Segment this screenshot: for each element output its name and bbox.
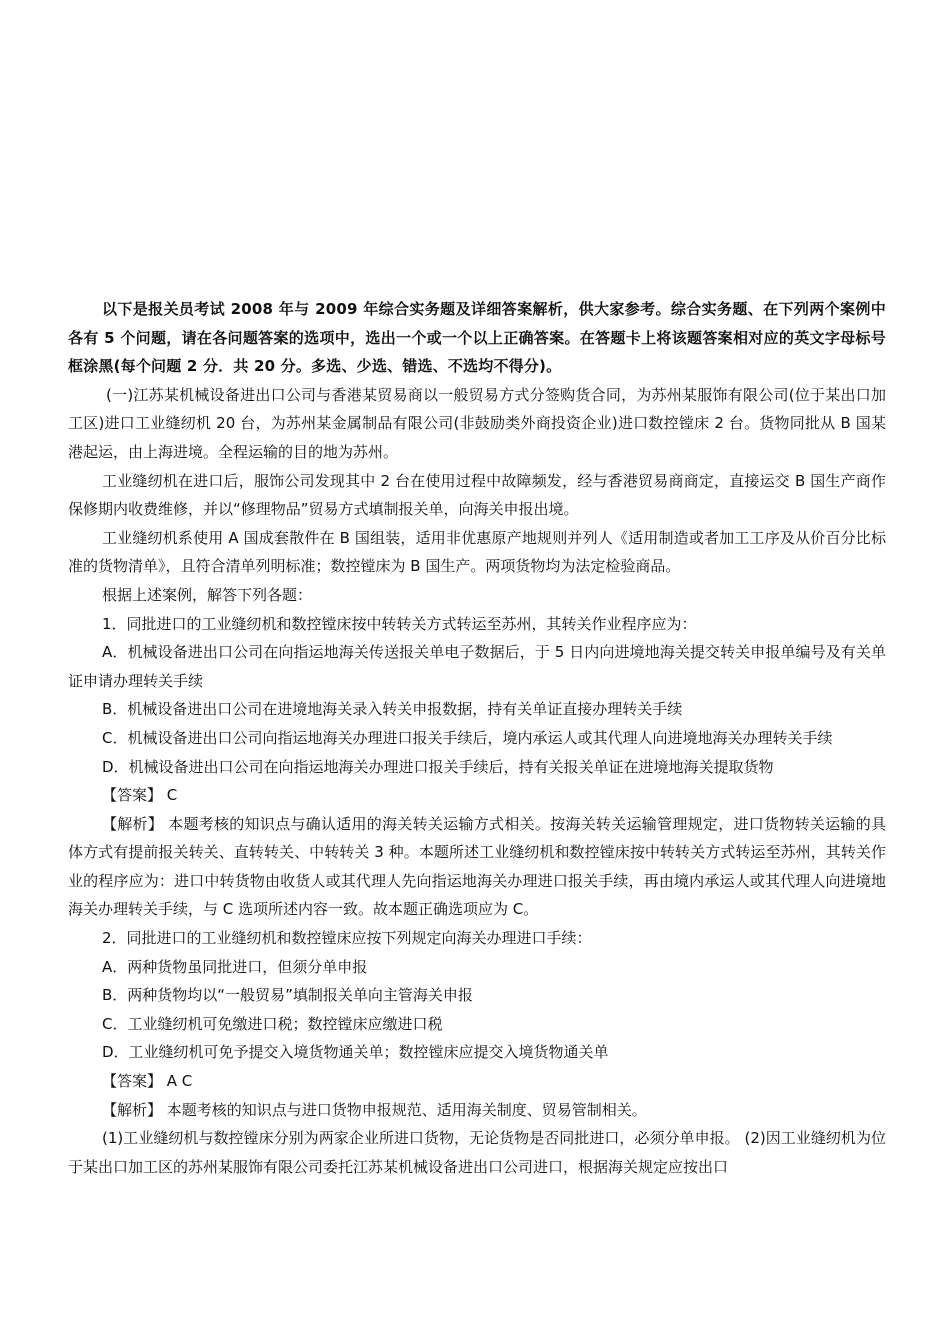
q2-analysis: 【解析】 本题考核的知识点与进口货物申报规范、适用海关制度、贸易管制相关。 [102,1100,647,1119]
q2-option-b: B．两种货物均以“一般贸易”填制报关单向主管海关申报 [102,986,473,1005]
document-body [68,295,886,1181]
q1-option-d: D．机械设备进出口公司在向指运地海关办理进口报关手续后，持有关报关单证在进境地海关提取货物 [102,757,774,776]
case-paragraph-4: 根据上述案例，解答下列各题： [102,585,313,604]
q1-option-c: C．机械设备进出口公司向指运地海关办理进口报关手续后，境内承运人或其代理人向进境地海关办理转关手续 [102,728,833,747]
q1-option-a: A．机械设备进出口公司在向指运地海关传送报关单电子数据后，于 5 日内向进境地海关提交转关申报单编号及有关单证申请办理转关手续 [68,643,886,690]
question-1: 1．同批进口的工业缝纫机和数控镗床按中转转关方式转运至苏州，其转关作业程序应为： [102,614,697,633]
q2-option-c: C．工业缝纫机可免缴进口税；数控镗床应缴进口税 [102,1014,443,1033]
q2-answer: 【答案】 A C [102,1072,193,1091]
q1-analysis: 【解析】 本题考核的知识点与确认适用的海关转关运输方式相关。按海关转关运输管理规定，进口货物转关运输的具体方式有提前报关转关、直转转关、中转转关 3 种。本题所述工业缝纫机和数控镗床按中转转关方式转运至苏州，其转关作业的程序应为：进口中转货物由收货人或其代理人先向指运地海关办理进口报关手续，再由境内承运人或其代理人向进境地海关办理转关手续，与 C 选项所述内容一致。故本题正确选项应为 C。 [68,814,886,919]
q1-option-b: B．机械设备进出口公司在进境地海关录入转关申报数据，持有关单证直接办理转关手续 [102,700,683,719]
q2-option-a: A．两种货物虽同批进口，但须分单申报 [102,957,368,976]
case-paragraph-3: 工业缝纫机系使用 A 国成套散件在 B 国组装，适用非优惠原产地规则并列人《适用制造或者加工工序及从价百分比标准的货物清单》，且符合清单列明标准；数控镗床为 B 国生产。两项货物均为法定检验商品。 [68,528,886,576]
q1-answer: 【答案】 C [102,786,178,805]
intro-paragraph: 以下是报关员考试 2008 年与 2009 年综合实务题及详细答案解析，供大家参考。综合实务题、在下列两个案例中各有 5 个问题，请在各问题答案的选项中，选出一个或一个以上正确答案。在答题卡上将该题答案相对应的英文字母标号框涂黑(每个问题 2 分．共 20 分。多选、少选、错选、不选均不得分)。 [68,300,886,376]
q2-analysis-paragraph: (1)工业缝纫机与数控镗床分别为两家企业所进口货物，无论货物是否同批进口，必须分单申报。 (2)因工业缝纫机为位于某出口加工区的苏州某服饰有限公司委托江苏某机械设备进出口公司进口，根据海关规定应按出口 [68,1129,886,1176]
q2-option-d: D．工业缝纫机可免予提交入境货物通关单；数控镗床应提交入境货物通关单 [102,1043,609,1062]
case-paragraph-1: (一)江苏某机械设备进出口公司与香港某贸易商以一般贸易方式分签购货合同，为苏州某服饰有限公司(位于某出口加工区)进口工业缝纫机 20 台，为苏州某金属制品有限公司(非鼓励类外商投资企业)进口数控镗床 2 台。货物同批从 B 国某港起运，由上海进境。全程运输的目的地为苏州。 [68,385,886,461]
question-2: 2．同批进口的工业缝纫机和数控镗床应按下列规定向海关办理进口手续： [102,929,592,948]
case-paragraph-2: 工业缝纫机在进口后，服饰公司发现其中 2 台在使用过程中故障频发，经与香港贸易商商定，直接运交 B 国生产商作保修期内收费维修，并以“修理物品”贸易方式填制报关单，向海关申报出境。 [68,471,886,519]
